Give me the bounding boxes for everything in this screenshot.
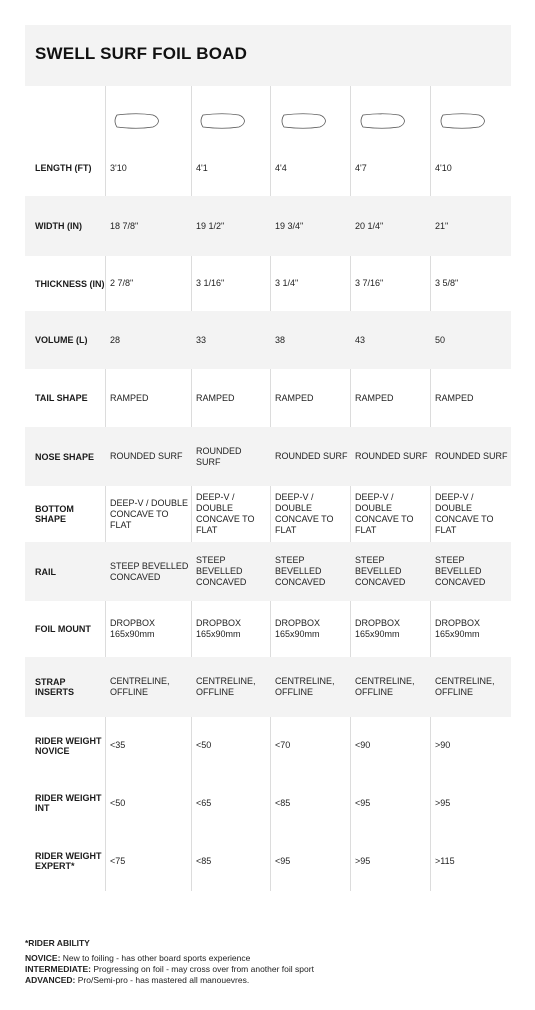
row-label: TAIL SHAPE [35, 393, 88, 403]
table-cell: CENTRELINE, OFFLINE [110, 676, 170, 697]
footnote-text: Progressing on foil - may cross over from another foil sport [90, 964, 314, 974]
table-cell: RAMPED [196, 392, 235, 403]
row-label: STRAP INSERTS [35, 677, 75, 697]
table-cell: STEEP BEVELLED CONCAVED [196, 555, 247, 587]
table-row [25, 486, 511, 542]
table-cell: STEEP BEVELLED CONCAVED [355, 555, 406, 587]
table-row [25, 542, 511, 601]
table-cell: 50 [435, 334, 446, 345]
table-cell: CENTRELINE, OFFLINE [355, 676, 415, 697]
table-cell: 3 1/4" [275, 278, 299, 288]
table-cell: CENTRELINE, OFFLINE [435, 676, 495, 697]
footnote-text: Pro/Semi-pro - has mastered all manouevres. [75, 975, 250, 985]
table-cell: <95 [275, 855, 291, 866]
table-row [25, 717, 511, 774]
table-row [25, 311, 511, 369]
table-cell: 28 [110, 334, 121, 345]
footnote-term: NOVICE: [25, 953, 61, 963]
table-cell: DROPBOX 165x90mm [435, 618, 481, 639]
board-outline-icon [439, 111, 487, 131]
table-cell: >95 [435, 797, 451, 808]
board-outline-icon [199, 111, 247, 131]
table-row [25, 832, 511, 890]
board-outline-icon [113, 111, 161, 131]
table-cell: STEEP BEVELLED CONCAVED [110, 560, 189, 582]
table-cell: 3 1/16" [196, 278, 225, 288]
table-cell: 18 7/8" [110, 220, 139, 231]
table-cell: 2 7/8" [110, 278, 134, 288]
table-cell: ROUNDED SURF [110, 451, 183, 461]
page-title: SWELL SURF FOIL BOAD [35, 44, 248, 63]
table-cell: DROPBOX 165x90mm [275, 618, 321, 639]
row-label: VOLUME (L) [35, 335, 88, 345]
table-cell: DEEP-V / DOUBLE CONCAVE TO FLAT [355, 492, 414, 535]
footnote-term: INTERMEDIATE: [25, 964, 91, 974]
footnote-item [25, 964, 314, 975]
table-cell: DEEP-V / DOUBLE CONCAVE TO FLAT [196, 492, 255, 535]
table-cell: DROPBOX 165x90mm [110, 618, 156, 639]
table-cell: DROPBOX 165x90mm [196, 618, 242, 639]
table-row [25, 427, 511, 486]
row-label: NOSE SHAPE [35, 451, 95, 462]
table-cell: RAMPED [110, 392, 149, 403]
table-cell: RAMPED [355, 392, 394, 403]
table-cell: >90 [435, 740, 451, 750]
footnote-item [25, 953, 314, 964]
table-cell: >95 [355, 855, 371, 866]
table-cell: 3'10 [110, 162, 127, 173]
table-row [25, 196, 511, 256]
table-cell: CENTRELINE, OFFLINE [196, 676, 256, 697]
table-cell: <95 [355, 797, 371, 808]
table-cell: <75 [110, 855, 126, 866]
table-cell: 4'1 [196, 162, 208, 173]
footnote-heading: *RIDER ABILITY [25, 938, 90, 948]
table-cell: 19 3/4" [275, 220, 304, 231]
table-cell: 19 1/2" [196, 220, 225, 231]
table-cell: <50 [110, 797, 126, 808]
table-cell: RAMPED [275, 392, 314, 403]
table-cell: <35 [110, 740, 126, 750]
footnote-term: ADVANCED: [25, 975, 76, 985]
board-outline-icon [280, 111, 328, 131]
table-cell: 33 [196, 334, 207, 345]
table-cell: DEEP-V / DOUBLE CONCAVE TO FLAT [110, 497, 189, 530]
table-cell: DROPBOX 165x90mm [355, 618, 401, 639]
footnote-item [25, 975, 314, 986]
table-row [25, 601, 511, 657]
table-cell: STEEP BEVELLED CONCAVED [275, 555, 326, 587]
footnote-text: New to foiling - has other board sports experience [60, 953, 251, 963]
row-label: THICKNESS (IN) [35, 278, 105, 289]
table-cell: DEEP-V / DOUBLE CONCAVE TO FLAT [275, 492, 334, 535]
board-outline-icon [359, 111, 407, 131]
table-cell: <70 [275, 740, 291, 750]
table-cell: >115 [435, 855, 455, 866]
table-cell: 4'10 [435, 162, 452, 173]
row-label: LENGTH (FT) [35, 163, 92, 173]
table-cell: 3 7/16" [355, 278, 384, 288]
table-cell: 20 1/4" [355, 220, 384, 231]
table-cell: ROUNDED SURF [275, 451, 348, 461]
table-cell: <90 [355, 740, 371, 750]
table-cell: <85 [196, 855, 212, 866]
table-cell: 4'7 [355, 162, 367, 173]
table-cell: DEEP-V / DOUBLE CONCAVE TO FLAT [435, 492, 494, 535]
table-cell: 43 [355, 334, 366, 345]
table-cell: ROUNDED SURF [435, 451, 508, 461]
table-cell: 38 [275, 334, 286, 345]
table-row [25, 369, 511, 427]
table-row [25, 657, 511, 717]
row-label: FOIL MOUNT [35, 624, 91, 634]
table-cell: 4'4 [275, 162, 287, 173]
row-label: WIDTH (IN) [35, 221, 82, 231]
table-cell: <85 [275, 797, 291, 808]
table-cell: RAMPED [435, 392, 474, 403]
title-band [25, 25, 511, 86]
table-cell: <50 [196, 740, 212, 750]
row-label: RAIL [35, 566, 56, 577]
table-cell: STEEP BEVELLED CONCAVED [435, 555, 486, 587]
table-cell: 21" [435, 220, 449, 231]
rider-ability-footnote [25, 938, 314, 986]
row-label: RIDER WEIGHT INT [35, 793, 102, 813]
table-cell: ROUNDED SURF [355, 451, 428, 461]
row-label: RIDER WEIGHT NOVICE [35, 735, 102, 756]
table-row [25, 256, 511, 311]
table-cell: <65 [196, 797, 212, 808]
row-label: RIDER WEIGHT EXPERT* [35, 851, 102, 871]
table-cell: CENTRELINE, OFFLINE [275, 676, 335, 697]
table-row [25, 140, 511, 196]
table-cell: ROUNDED SURF [196, 445, 242, 467]
row-label: BOTTOM SHAPE [35, 504, 74, 524]
table-row [25, 774, 511, 832]
table-cell: 3 5/8" [435, 278, 459, 288]
